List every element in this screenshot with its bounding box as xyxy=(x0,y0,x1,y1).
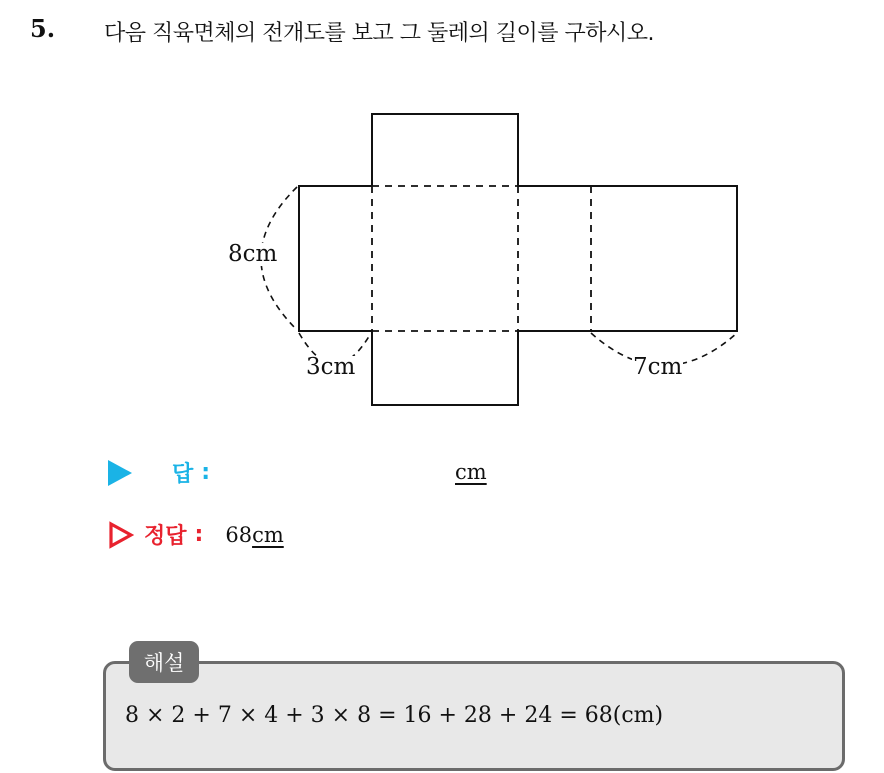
explanation-formula: 8 × 2 + 7 × 4 + 3 × 8 = 16 + 28 + 24 = 68(cm) xyxy=(125,703,664,728)
question-text: 다음 직육면체의 전개도를 보고 그 둘레의 길이를 구하시오. xyxy=(104,21,654,46)
answer-colon: : xyxy=(201,460,211,485)
play-triangle-icon xyxy=(108,460,132,486)
outline-triangle-icon xyxy=(108,521,134,549)
answer-label: 답 xyxy=(172,462,194,487)
height-label: 8cm xyxy=(228,241,278,267)
correct-answer-row xyxy=(108,519,284,550)
answer-blank-unit: cm xyxy=(455,460,487,484)
correct-unit: cm xyxy=(252,522,284,547)
question-number: 5. xyxy=(30,14,56,43)
answer-row xyxy=(108,457,210,488)
width-label: 3cm xyxy=(306,354,356,380)
explanation-tag: 해설 xyxy=(129,641,199,683)
fold-lines xyxy=(372,186,591,331)
correct-value: 68 xyxy=(225,522,253,547)
correct-label: 정답 xyxy=(144,524,187,549)
length-label: 7cm xyxy=(633,354,683,380)
dimension-arcs xyxy=(261,187,737,366)
correct-colon: : xyxy=(194,522,204,547)
